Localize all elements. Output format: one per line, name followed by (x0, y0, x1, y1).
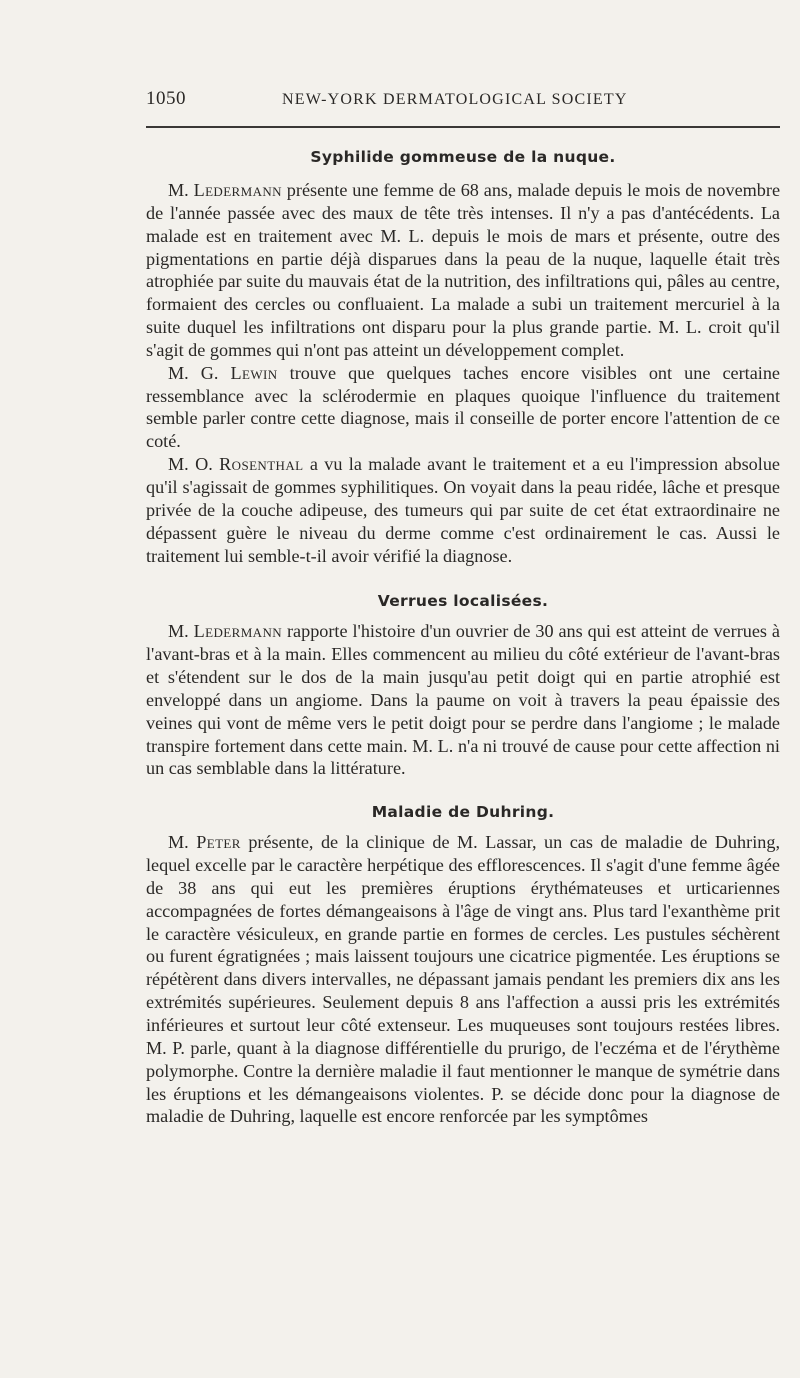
paragraph: M. Ledermann rapporte l'histoire d'un ouvrier de 30 ans qui est atteint de verrues à l'avant-bras et à la main. Elles commencent au milieu du côté extérieur de l'avant-bras et s'étendent sur le dos de la main jusqu'au petit doigt qui en partie atrophié est enveloppé dans un angiome. Dans la paume on voit à travers la peau épaissie des veines qui vont de même vers le petit doigt pour se perdre dans l'angiome ; le malade transpire fortement dans cette main. M. L. n'a ni trouvé de cause pour cette affection ni un cas semblable dans la littérature. (146, 621, 780, 779)
page (146, 88, 780, 1128)
author-name: Rosenthal (219, 454, 304, 475)
journal-title: NEW-YORK DERMATOLOGICAL SOCIETY (282, 91, 628, 108)
author-name: Lewin (230, 362, 278, 383)
section-title-verrues: Verrues localisées. (377, 592, 549, 611)
author-name: Peter (196, 832, 241, 853)
paragraph: M. Peter présente, de la clinique de M. Lassar, un cas de maladie de Duhring, lequel excelle par le caractère herpétique des efflorescences. Il s'agit d'une femme âgée de 38 ans qui eut les premières éruptions érythémateuses et urticariennes accompagnées de fortes démangeaisons à l'âge de vingt ans. Plus tard l'exanthème prit le caractère vésiculeux, en grande partie en formes de cercles. Les pustules séchèrent ou furent égratignées ; mais laissent toujours une cicatrice pigmentée. Les éruptions se répétèrent dans divers intervalles, ne dépassant jamais pendant les premiers dix ans les extrémités supérieures. Seulement depuis 8 ans l'affection a aussi pris les extrémités inférieures et surtout leur côté extenseur. Les muqueuses sont toujours restées libres. M. P. parle, quant à la diagnose différentielle du prurigo, de l'eczéma et de l'érythème polymorphe. Contre la dernière maladie il faut mentionner le manque de symétrie dans les éruptions et les démangeaisons violentes. P. se décide donc pour la diagnose de maladie de Duhring, laquelle est encore renforcée par les symptômes (146, 832, 780, 1127)
paragraph: M. G. Lewin trouve que quelques taches encore visibles ont une certaine ressemblance avec la sclérodermie en plaques quoique l'influence du traitement semble parler contre cette diagnose, mais il conseille de porter encore l'attention de ce coté. (146, 362, 781, 452)
paragraph: M. O. Rosenthal a vu la malade avant le traitement et a eu l'impression absolue qu'il s'agissait de gommes syphilitiques. On voyait dans la peau ridée, lâche et presque privée de la couche adipeuse, des tumeurs qui par suite de cet état extraordinaire ne dépassent guère le niveau du derme comme c'est ordinairement le cas. Aussi le traitement lui semble-t-il avoir vérifié la diagnose. (146, 454, 780, 566)
paragraph: M. Ledermann présente une femme de 68 ans, malade depuis le mois de novembre de l'année passée avec des maux de tête très intenses. Il n'y a pas d'antécédents. La malade est en traitement avec M. L. depuis le mois de mars et présente, outre des pigmentations en partie déjà disparues dans la peau de la nuque, laquelle était très atrophiée par suite du mauvais état de la nutrition, des infiltrations qui, pâles au centre, formaient des cercles ou confluaient. La malade a subi un traitement mercuriel à la suite duquel les infiltrations ont disparu pour la plus grande partie. M. L. croit qu'il s'agit de gommes qui n'ont pas atteint un développement complet. (146, 180, 781, 360)
section-title-syphilide: Syphilide gommeuse de la nuque. (310, 148, 616, 166)
author-name: Ledermann (193, 621, 283, 642)
section-title-duhring: Maladie de Duhring. (371, 803, 555, 822)
header-rule (146, 126, 780, 128)
author-name: Ledermann (193, 180, 282, 200)
running-head (146, 88, 780, 116)
page-number: 1050 (146, 88, 186, 109)
